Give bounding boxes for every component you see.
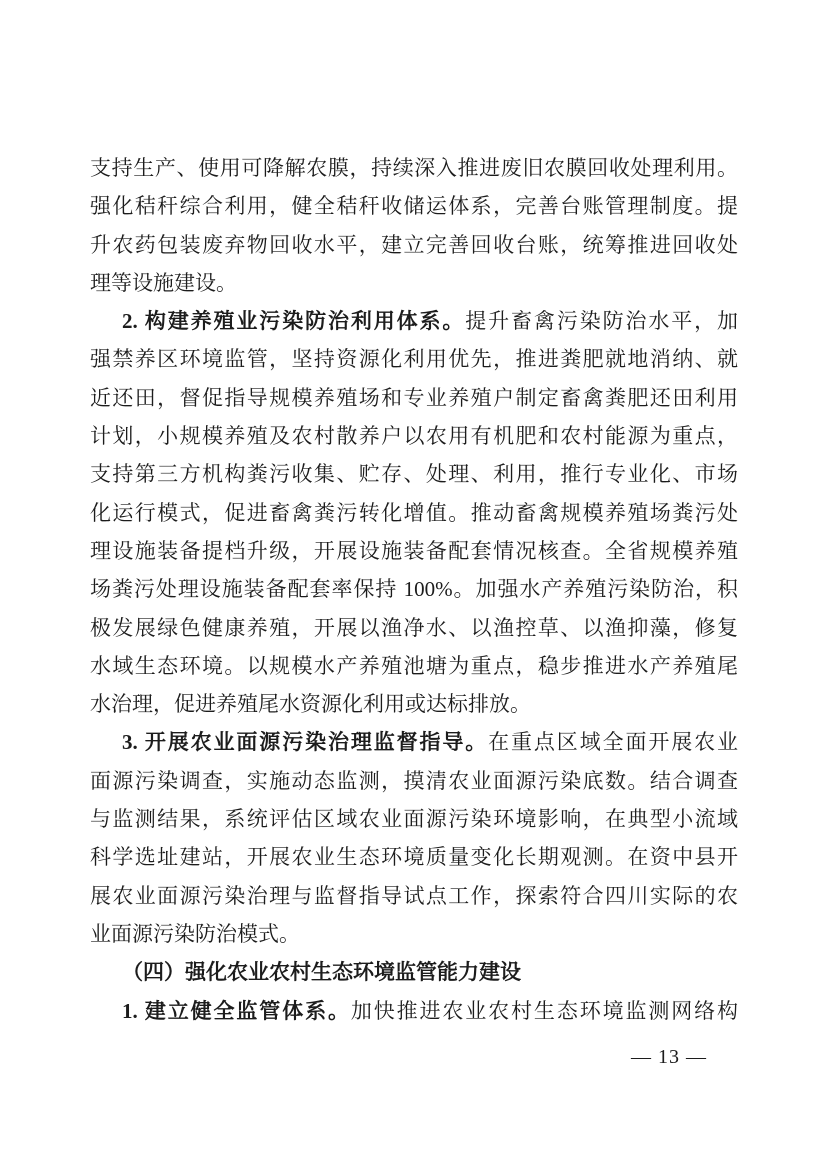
- line-text: 计划，小规模养殖及农村散养户以农用有机肥和农村能源为重点，: [90, 424, 738, 449]
- paragraph-lead: 3. 开展农业面源污染治理监督指导。: [122, 730, 489, 755]
- text-line: [90, 264, 738, 302]
- line-text: 强禁养区环境监管，坚持资源化利用优先，推进粪肥就地消纳、就: [90, 347, 738, 372]
- text-line: [90, 494, 738, 532]
- text-line: [90, 455, 738, 493]
- text-line: [90, 877, 738, 915]
- line-text: 近还田，督促指导规模养殖场和专业养殖户制定畜禽粪肥还田利用: [90, 385, 738, 410]
- line-text: 理设施装备提档升级，开展设施装备配套情况核查。全省规模养殖: [90, 538, 738, 563]
- line-text: 支持生产、使用可降解农膜，持续深入推进废旧农膜回收处理利用。: [90, 156, 738, 180]
- text-line: [90, 417, 738, 455]
- line-text: 与监测结果，系统评估区域农业面源污染环境影响，在典型小流域: [90, 807, 738, 832]
- section-heading-text: （四）强化农业农村生态环境监管能力建设: [122, 960, 521, 985]
- text-line: [90, 800, 738, 838]
- text-line: [90, 226, 738, 264]
- paragraph-lead: 1. 建立健全监管体系。: [122, 998, 351, 1023]
- line-text: 极发展绿色健康养殖，开展以渔净水、以渔控草、以渔抑藻，修复: [90, 615, 738, 640]
- line-text: 水治理，促进养殖尾水资源化利用或达标排放。: [90, 692, 531, 717]
- line-text: 化运行模式，促进畜禽粪污转化增值。推动畜禽规模养殖场粪污处: [90, 500, 738, 525]
- text-line: [90, 685, 738, 723]
- text-line: [90, 379, 738, 417]
- text-line: [90, 992, 738, 1030]
- text-line: [90, 302, 738, 340]
- paragraph-lead: 2. 构建养殖业污染防治利用体系。: [122, 309, 466, 334]
- text-line: [90, 609, 738, 647]
- text-line: [90, 340, 738, 378]
- line-text: 展农业面源污染治理与监督指导试点工作，探索符合四川实际的农: [90, 883, 738, 908]
- text-line: [90, 915, 738, 953]
- text-line: [90, 149, 738, 187]
- line-text: 升农药包装废弃物回收水平，建立完善回收台账，统筹推进回收处: [90, 232, 738, 257]
- line-text: 面源污染调查，实施动态监测，摸清农业面源污染底数。结合调查: [90, 768, 738, 793]
- text-line: [90, 532, 738, 570]
- section-heading: [90, 953, 738, 991]
- text-line: [90, 762, 738, 800]
- text-line: [90, 187, 738, 225]
- line-text: 水域生态环境。以规模水产养殖池塘为重点，稳步推进水产养殖尾: [90, 653, 738, 678]
- line-text: 场粪污处理设施装备配套率保持 100%。加强水产养殖污染防治，积: [90, 577, 738, 602]
- line-text: 业面源污染防治模式。: [90, 921, 300, 946]
- line-text: 支持第三方机构粪污收集、贮存、处理、利用，推行专业化、市场: [90, 462, 738, 487]
- page-number: — 13 —: [631, 1046, 707, 1068]
- text-line: [90, 647, 738, 685]
- text-line: [90, 838, 738, 876]
- line-text: 提升畜禽污染防治水平，加: [465, 309, 739, 334]
- line-text: 科学选址建站，开展农业生态环境质量变化长期观测。在资中县开: [90, 845, 738, 870]
- document-body-text: [90, 149, 738, 1030]
- line-text: 加快推进农业农村生态环境监测网络构: [350, 998, 739, 1023]
- line-text: 强化秸秆综合利用，健全秸秆收储运体系，完善台账管理制度。提: [90, 194, 738, 219]
- line-text: 在重点区域全面开展农业: [488, 730, 739, 755]
- line-text: 理等设施建设。: [90, 270, 237, 295]
- text-line: [90, 570, 738, 608]
- text-line: [90, 723, 738, 761]
